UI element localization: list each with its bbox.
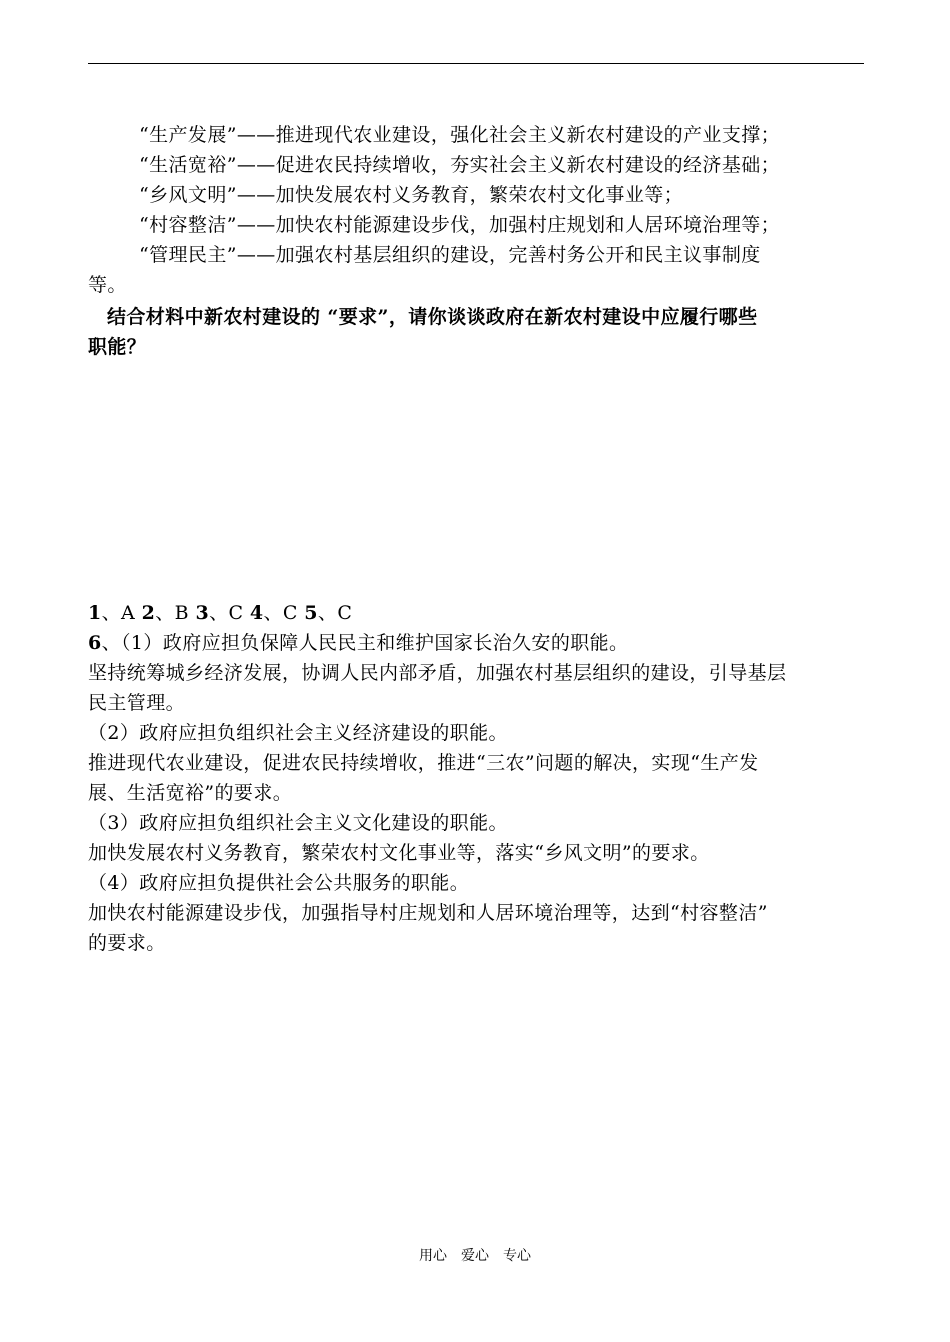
q6-line-7: （3）政府应担负组织社会主义文化建设的职能。 <box>88 812 508 834</box>
choice-num: 1 <box>88 602 102 624</box>
choice-ans: B <box>174 602 196 624</box>
material-line-civility: “乡风文明”——加快发展农村义务教育，繁荣农村文化事业等； <box>139 184 684 206</box>
q6-line-6: 展、生活宽裕”的要求。 <box>88 782 293 804</box>
q6-line-1 <box>88 628 864 658</box>
choice-sep: 、 <box>317 602 338 624</box>
material-line-production: “生产发展”——推进现代农业建设，强化社会主义新农村建设的产业支撑； <box>139 124 781 146</box>
page-footer: 用心 爱心 专心 <box>419 1248 531 1264</box>
choice-ans: A <box>121 602 142 624</box>
q6-line-5: 推进现代农业建设，促进农民持续增收，推进“三农”问题的解决，实现“生产发 <box>88 752 759 774</box>
choice-ans: C <box>337 602 353 624</box>
q6-num: 6 <box>88 632 102 654</box>
choice-sep: 、 <box>263 602 283 624</box>
q6-line-2: 坚持统筹城乡经济发展，协调人民内部矛盾，加强农村基层组织的建设，引导基层 <box>88 662 787 684</box>
q6-line-3: 民主管理。 <box>88 692 186 714</box>
choice-num: 2 <box>141 602 156 624</box>
choice-sep: 、 <box>209 602 229 624</box>
material-line-living: “生活宽裕”——促进农民持续增收，夯实社会主义新农村建设的经济基础； <box>139 154 781 176</box>
q6-line-9: （4）政府应担负提供社会公共服务的职能。 <box>88 872 470 894</box>
q6-text: 、（1）政府应担负保障人民民主和维护国家长治久安的职能。 <box>101 632 629 654</box>
material-line-village: “村容整洁”——加快农村能源建设步伐，加强村庄规划和人居环境治理等； <box>139 214 781 236</box>
q6-line-8: 加快发展农村义务教育，繁荣农村文化事业等，落实“乡风文明”的要求。 <box>88 842 710 864</box>
q6-line-11: 的要求。 <box>88 932 166 954</box>
material-line-end: 等。 <box>88 274 127 296</box>
q6-line-4: （2）政府应担负组织社会主义经济建设的职能。 <box>88 722 508 744</box>
choice-num: 5 <box>304 602 318 624</box>
question-line-2: 职能？ <box>88 336 147 358</box>
choice-sep: 、 <box>101 602 122 624</box>
q6-line-10: 加快农村能源建设步伐，加强指导村庄规划和人居环境治理等，达到“村容整洁” <box>88 902 768 924</box>
choice-ans: C <box>282 602 305 624</box>
choice-ans: C <box>228 602 250 624</box>
choice-answers <box>88 598 864 628</box>
question-line-1: 结合材料中新农村建设的 “要求”，请你谈谈政府在新农村建设中应履行哪些 <box>107 306 758 328</box>
choice-num: 4 <box>249 602 264 624</box>
header-rule <box>88 63 864 64</box>
choice-num: 3 <box>195 602 210 624</box>
choice-sep: 、 <box>155 602 175 624</box>
material-line-democracy: “管理民主”——加强农村基层组织的建设，完善村务公开和民主议事制度 <box>139 244 761 266</box>
